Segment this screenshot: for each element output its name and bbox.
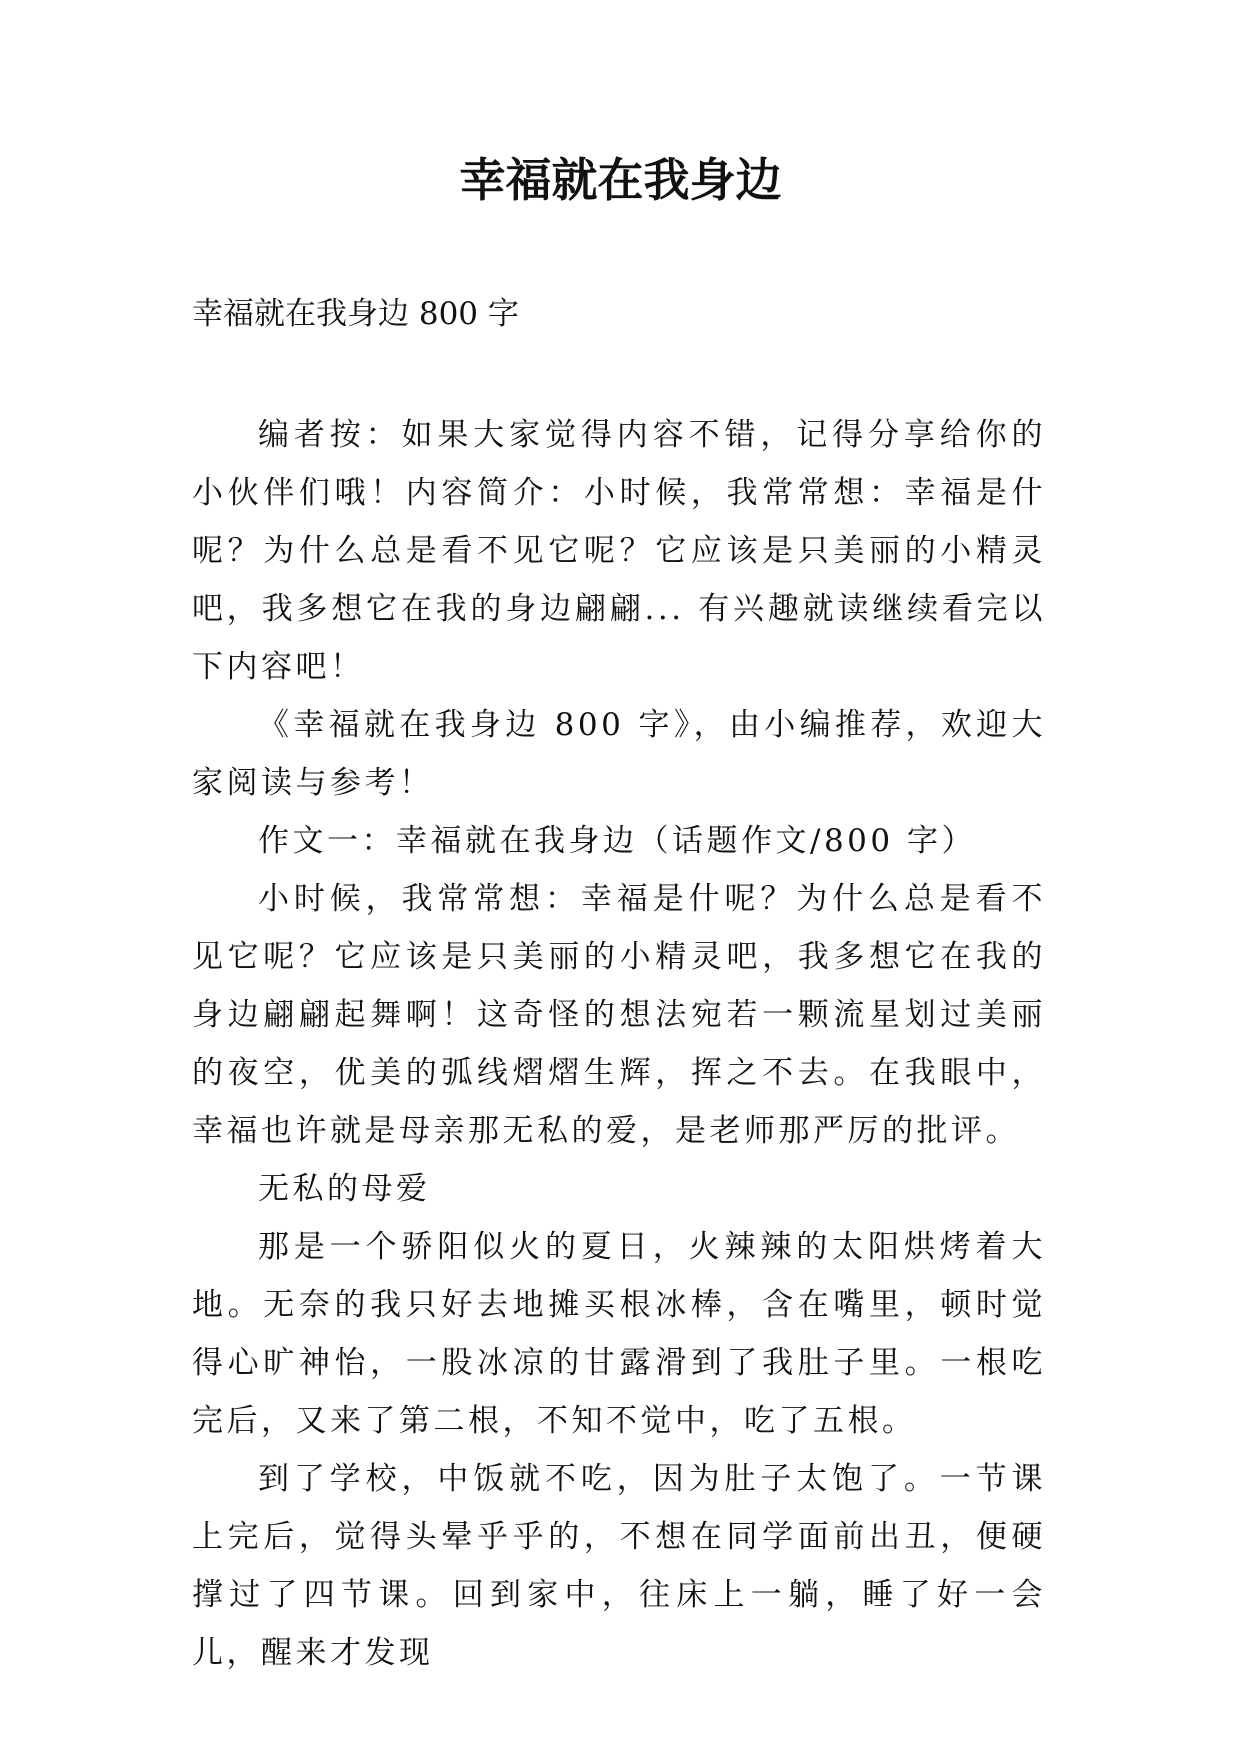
paragraph-school: 到了学校，中饭就不吃，因为肚子太饱了。一节课上完后，觉得头晕乎乎的，不想在同学面前出丑，便硬撑过了四节课。回到家中，往床上一躺，睡了好一会儿，醒来才发现 [192,1461,1046,1671]
document-body [192,406,1046,1682]
paragraph-summer-day: 那是一个骄阳似火的夏日，火辣辣的太阳烘烤着大地。无奈的我只好去地摊买根冰棒，含在嘴里，顿时觉得心旷神怡，一股冰凉的甘露滑到了我肚子里。一根吃完后，又来了第二根，不知不觉中，吃了五根。 [192,1229,1046,1439]
page-title: 幸福就在我身边 [459,153,782,207]
document-subtitle: 幸福就在我身边 800 字 [192,296,519,332]
section-heading-mother-love: 无私的母爱 [258,1171,431,1207]
paragraph-editor-note: 编者按：如果大家觉得内容不错，记得分享给你的小伙伴们哦！内容简介：小时候，我常常想：幸福是什呢？为什么总是看不见它呢？它应该是只美丽的小精灵吧，我多想它在我的身边翩翩... 有兴趣就读继续看完以下内容吧！ [192,417,1046,685]
paragraph-recommendation: 《幸福就在我身边 800 字》，由小编推荐，欢迎大家阅读与参考！ [192,707,1046,801]
paragraph-childhood: 小时候，我常常想：幸福是什呢？为什么总是看不见它呢？它应该是只美丽的小精灵吧，我多想它在我的身边翩翩起舞啊！这奇怪的想法宛若一颗流星划过美丽的夜空，优美的弧线熠熠生辉，挥之不去。在我眼中，幸福也许就是母亲那无私的爱，是老师那严厉的批评。 [192,881,1046,1149]
paragraph-essay-heading: 作文一：幸福就在我身边（话题作文/800 字） [258,823,976,859]
